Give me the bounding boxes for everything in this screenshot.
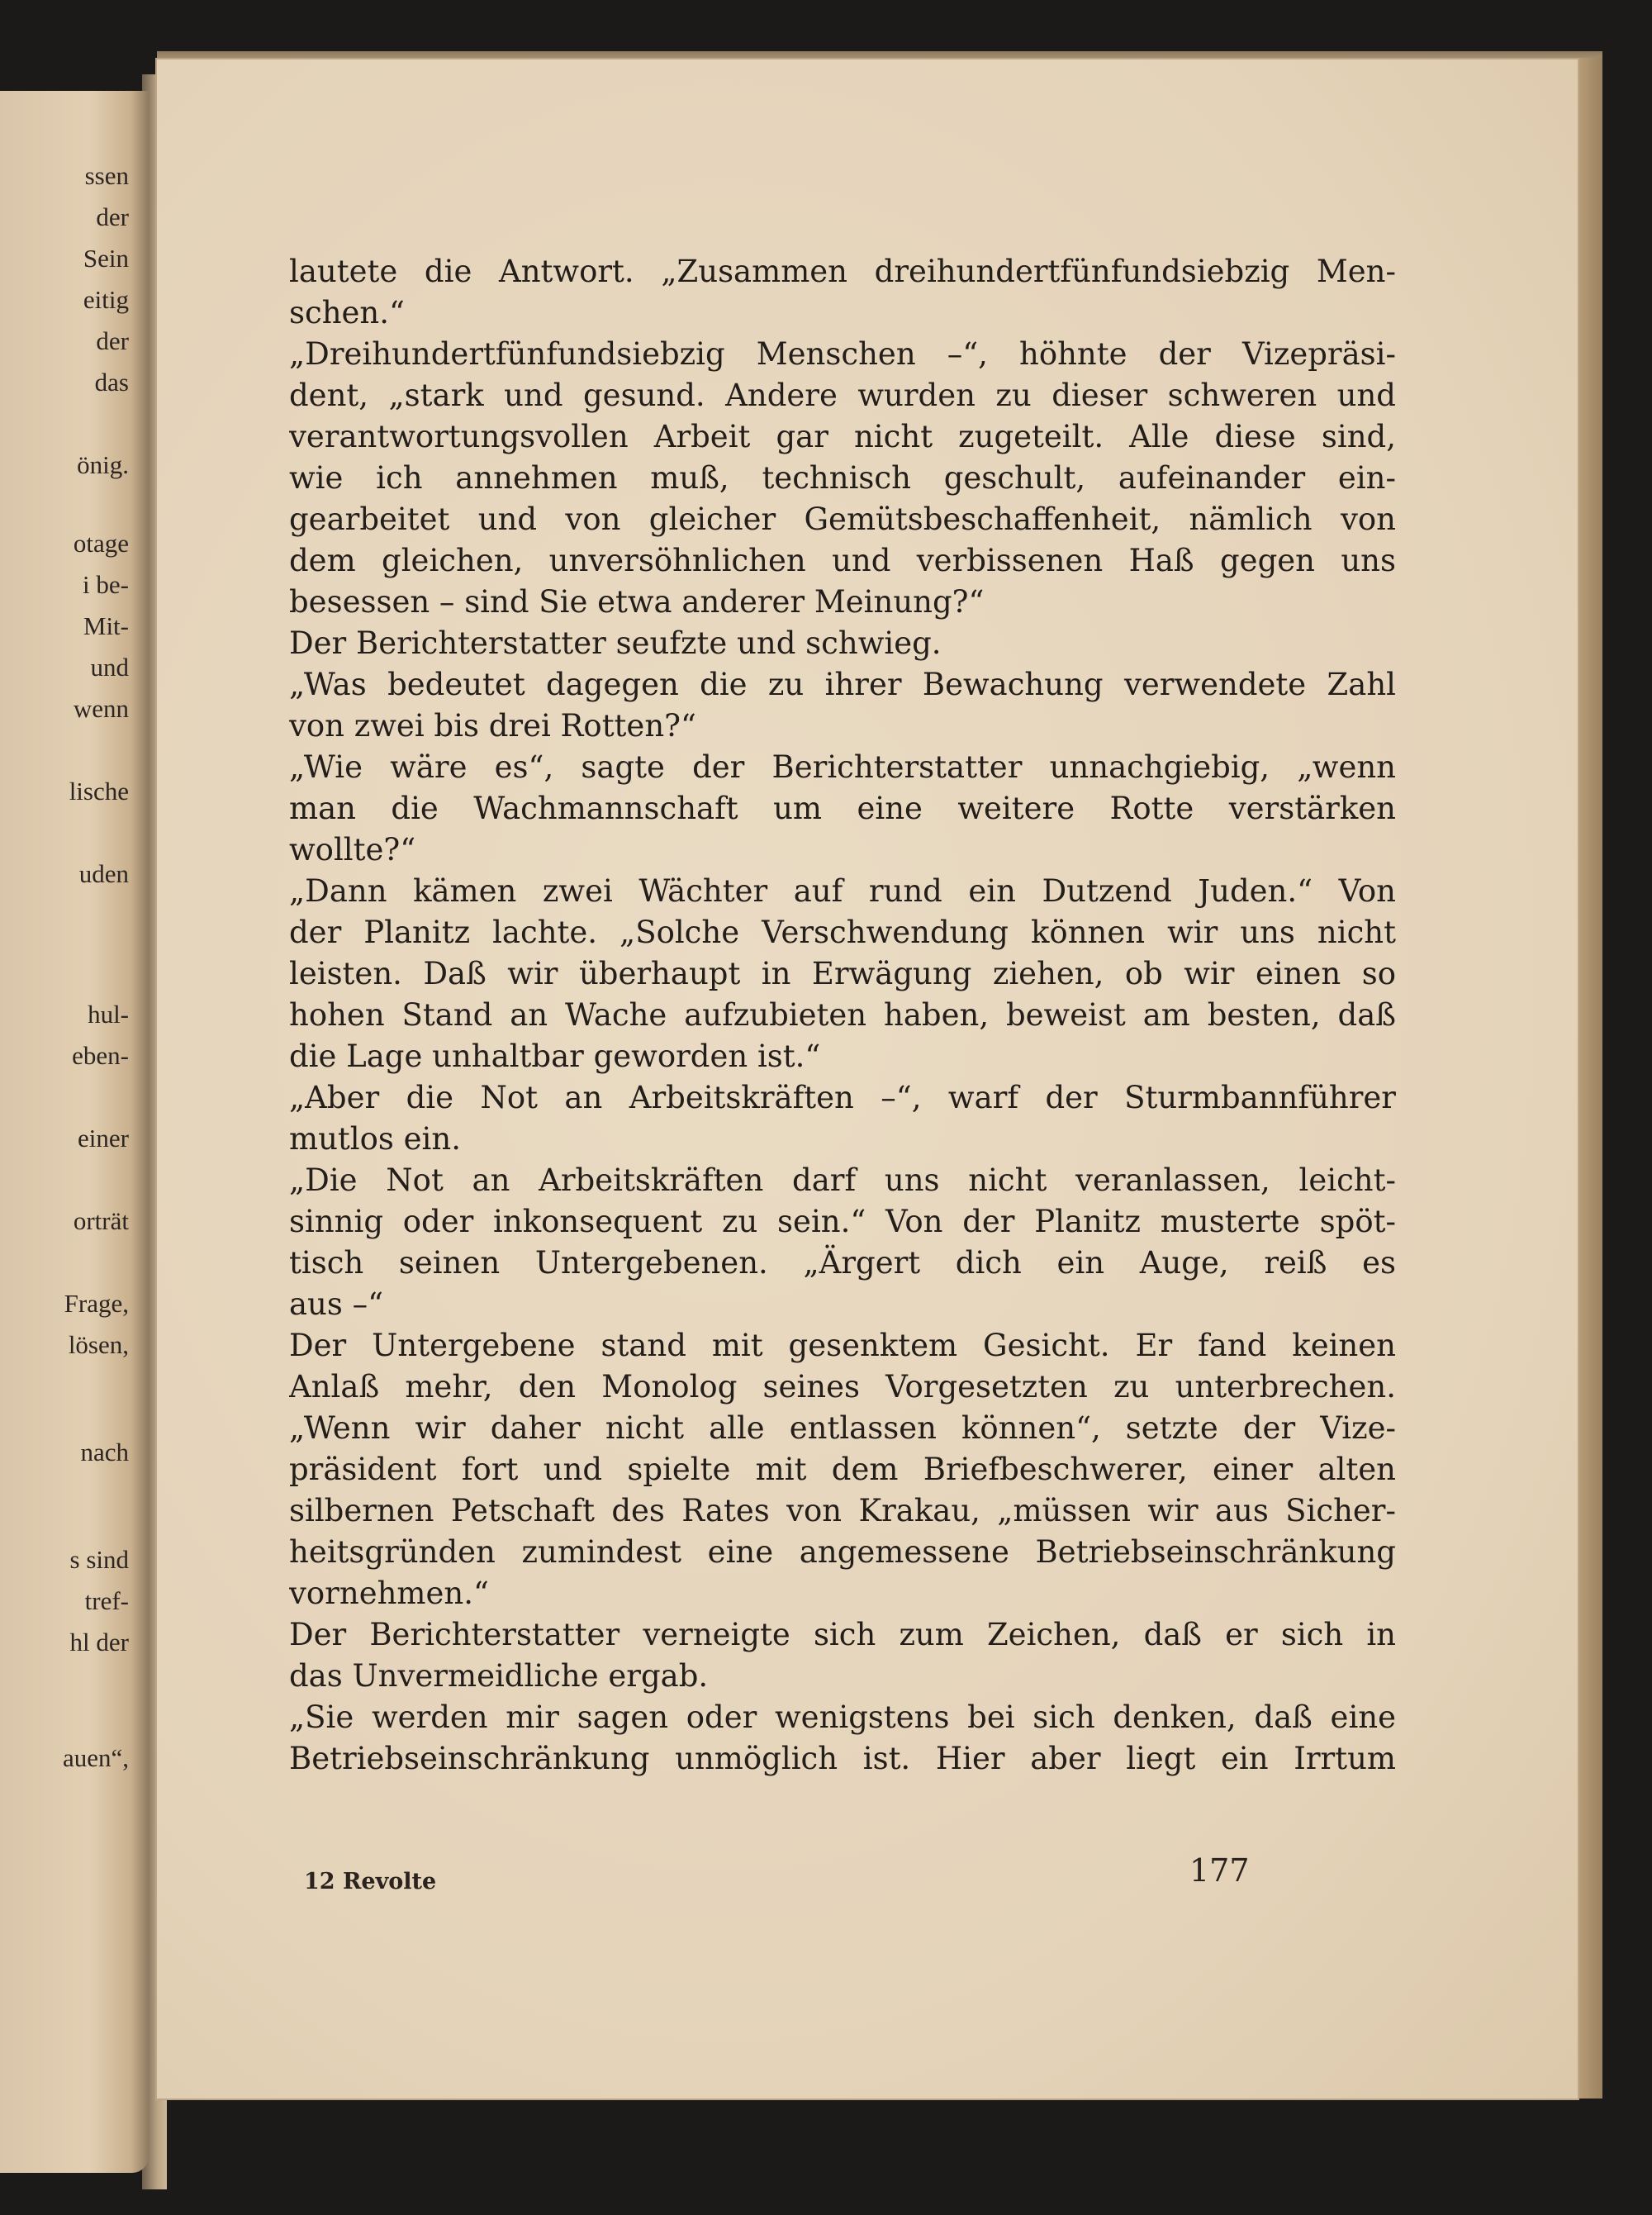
left-page-fragment: lösen, xyxy=(68,1330,129,1359)
text-line: der Planitz lachte. „Solche Verschwendung können wir uns nicht xyxy=(289,915,1396,950)
text-line: wie ich annehmen muß, technisch geschult, aufeinander ein- xyxy=(289,460,1396,496)
text-line: präsident fort und spielte mit dem Briefbeschwerer, einer alten xyxy=(289,1452,1396,1487)
text-line: „Sie werden mir sagen oder wenigstens bei sich denken, daß eine xyxy=(289,1699,1396,1735)
left-page-fragment: orträt xyxy=(73,1206,129,1235)
text-line: „Wie wäre es“, sagte der Berichterstatter unnachgiebig, „wenn xyxy=(289,749,1396,785)
left-page-fragment: Mit- xyxy=(83,611,129,640)
text-line: das Unvermeidliche ergab. xyxy=(289,1658,709,1694)
text-line: dem gleichen, unversöhnlichen und verbissenen Haß gegen uns xyxy=(289,543,1396,578)
left-page-fragment: lische xyxy=(69,777,129,806)
text-line: die Lage unhaltbar geworden ist.“ xyxy=(289,1039,821,1074)
text-line: Der Untergebene stand mit gesenktem Gesicht. Er fand keinen xyxy=(289,1328,1396,1363)
left-page-fragment: auen“, xyxy=(62,1743,129,1772)
left-page-fragment: der xyxy=(96,202,129,231)
printer-signature: 12 Revolte xyxy=(304,1869,437,1894)
text-line: Der Berichterstatter seufzte und schwieg. xyxy=(289,625,942,661)
text-line: heitsgründen zumindest eine angemessene Betriebseinschränkung xyxy=(289,1534,1396,1570)
left-page-fragment: önig. xyxy=(77,450,129,479)
text-line: von zwei bis drei Rotten?“ xyxy=(289,708,696,744)
text-line: leisten. Daß wir überhaupt in Erwägung ziehen, ob wir einen so xyxy=(289,956,1396,991)
left-page-fragment: und xyxy=(90,653,129,682)
text-line: schen.“ xyxy=(289,295,405,330)
text-line: lautete die Antwort. „Zusammen dreihundertfünfundsiebzig Men- xyxy=(289,254,1396,289)
text-line: mutlos ein. xyxy=(289,1121,461,1157)
text-line: Anlaß mehr, den Monolog seines Vorgesetzten zu unterbrechen. xyxy=(289,1369,1396,1405)
left-page-fragment: hl der xyxy=(69,1628,129,1656)
text-line: Betriebseinschränkung unmöglich ist. Hier aber liegt ein Irrtum xyxy=(289,1741,1396,1776)
left-page-fragment: uden xyxy=(78,859,129,888)
left-facing-page xyxy=(0,91,149,2173)
text-line: dent, „stark und gesund. Andere wurden zu dieser schweren und xyxy=(289,378,1396,413)
page-number: 177 xyxy=(1189,1852,1250,1889)
left-page-fragment: wenn xyxy=(73,694,129,723)
text-line: „Dreihundertfünfundsiebzig Menschen –“, höhnte der Vizepräsi- xyxy=(289,336,1396,372)
left-page-fragment: ssen xyxy=(84,161,129,190)
text-line: Der Berichterstatter verneigte sich zum Zeichen, daß er sich in xyxy=(289,1617,1396,1652)
left-page-fragment: otage xyxy=(73,529,129,558)
left-page-fragment: der xyxy=(96,326,129,355)
text-line: hohen Stand an Wache aufzubieten haben, beweist am besten, daß xyxy=(289,997,1396,1033)
text-line: gearbeitet und von gleicher Gemütsbeschaffenheit, nämlich von xyxy=(289,501,1396,537)
left-page-fragment: i be- xyxy=(83,570,129,599)
left-page-fragment: hul- xyxy=(88,1000,129,1029)
left-page-fragment: Frage, xyxy=(64,1289,129,1318)
left-page-fragment: das xyxy=(94,368,129,397)
left-page-fragment: nach xyxy=(80,1438,129,1466)
text-line: silbernen Petschaft des Rates von Krakau, „müssen wir aus Sicher- xyxy=(289,1493,1396,1528)
text-line: tisch seinen Untergebenen. „Ärgert dich ein Auge, reiß es xyxy=(289,1245,1396,1281)
left-page-fragment: eben- xyxy=(72,1041,129,1070)
text-line: besessen – sind Sie etwa anderer Meinung?“ xyxy=(289,584,985,620)
text-line: „Die Not an Arbeitskräften darf uns nicht veranlassen, leicht- xyxy=(289,1162,1396,1198)
text-line: „Was bedeutet dagegen die zu ihrer Bewachung verwendete Zahl xyxy=(289,667,1396,702)
left-page-fragment: tref- xyxy=(84,1586,129,1615)
left-page-fragment: einer xyxy=(78,1124,129,1153)
text-line: „Aber die Not an Arbeitskräften –“, warf der Sturmbannführer xyxy=(289,1080,1396,1115)
text-line: man die Wachmannschaft um eine weitere Rotte verstärken xyxy=(289,791,1396,826)
left-page-fragment: Sein xyxy=(83,244,129,273)
text-line: wollte?“ xyxy=(289,832,416,867)
text-line: sinnig oder inkonsequent zu sein.“ Von der Planitz musterte spöt- xyxy=(289,1204,1396,1239)
text-line: aus –“ xyxy=(289,1286,384,1322)
text-line: verantwortungsvollen Arbeit gar nicht zugeteilt. Alle diese sind, xyxy=(289,419,1396,454)
text-line: „Dann kämen zwei Wächter auf rund ein Dutzend Juden.“ Von xyxy=(289,873,1396,909)
left-page-fragment: eitig xyxy=(83,285,129,314)
text-line: vornehmen.“ xyxy=(289,1576,489,1611)
text-line: „Wenn wir daher nicht alle entlassen können“, setzte der Vize- xyxy=(289,1410,1396,1446)
book-page xyxy=(157,59,1578,2099)
left-page-fragment: s sind xyxy=(69,1545,129,1574)
